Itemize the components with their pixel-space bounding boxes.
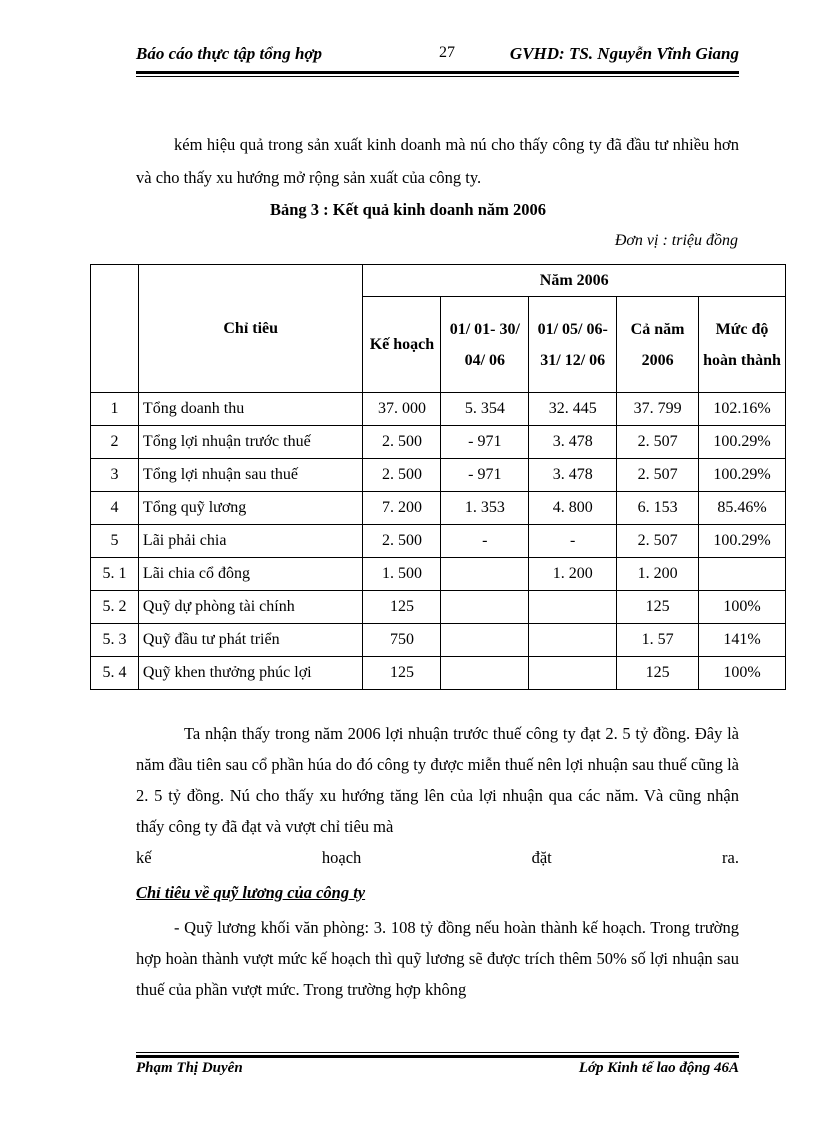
row-plan: 750	[363, 624, 441, 657]
row-completion: 85.46%	[699, 492, 786, 525]
row-full-year: 125	[617, 657, 699, 690]
table-row	[91, 426, 786, 459]
row-period-1	[441, 558, 529, 591]
section-subheading: Chỉ tiêu về quỹ lương của công ty	[136, 883, 366, 902]
row-plan: 125	[363, 657, 441, 690]
row-completion	[699, 558, 786, 591]
row-period-1: 5. 354	[441, 393, 529, 426]
page-number: 27	[439, 44, 455, 61]
row-period-2: 4. 800	[529, 492, 617, 525]
row-plan: 37. 000	[363, 393, 441, 426]
table-row	[91, 558, 786, 591]
header-supervisor: GVHD: TS. Nguyễn Vĩnh Giang	[509, 44, 739, 63]
row-completion: 100.29%	[699, 525, 786, 558]
row-full-year: 125	[617, 591, 699, 624]
header-report-title: Báo cáo thực tập tổng hợp	[136, 44, 323, 63]
header-full-year: Cả năm 2006	[617, 297, 699, 393]
row-period-2: 32. 445	[529, 393, 617, 426]
row-criteria: Tổng lợi nhuận sau thuế	[138, 459, 363, 492]
row-period-1: 1. 353	[441, 492, 529, 525]
analysis-text: Ta nhận thấy trong năm 2006 lợi nhuận trước thuế công ty đạt 2. 5 tỷ đồng. Đây là năm đầu tiên sau cổ phần húa do đó công ty được miễn thuế nên lợi nhuận sau thuế cũng là 2. 5 tỷ đồng. Nú cho thấy xu hướng tăng lên của lợi nhuận qua các năm. Và cũng nhận thấy công ty đã đạt và vượt chỉ tiêu mà	[136, 724, 739, 836]
row-period-2: -	[529, 525, 617, 558]
row-plan: 2. 500	[363, 525, 441, 558]
header-completion: Mức độ hoàn thành	[699, 297, 786, 393]
row-number: 2	[91, 426, 139, 459]
row-number: 3	[91, 459, 139, 492]
row-criteria: Quỹ khen thưởng phúc lợi	[138, 657, 363, 690]
row-period-2	[529, 591, 617, 624]
analysis-paragraph	[136, 718, 739, 873]
row-plan: 2. 500	[363, 459, 441, 492]
row-period-2: 3. 478	[529, 459, 617, 492]
analysis-last-line	[136, 842, 739, 873]
row-number: 5	[91, 525, 139, 558]
table-row	[91, 393, 786, 426]
row-criteria: Tổng lợi nhuận trước thuế	[138, 426, 363, 459]
row-number: 5. 3	[91, 624, 139, 657]
header-rule-thick	[136, 71, 739, 74]
footer-class: Lớp Kinh tế lao động 46A	[578, 1060, 739, 1076]
footer-rule-thick	[136, 1055, 739, 1058]
row-full-year: 6. 153	[617, 492, 699, 525]
header-plan: Kế hoạch	[363, 297, 441, 393]
row-period-1	[441, 591, 529, 624]
row-completion: 141%	[699, 624, 786, 657]
row-completion: 100.29%	[699, 426, 786, 459]
row-full-year: 2. 507	[617, 426, 699, 459]
row-number: 5. 2	[91, 591, 139, 624]
table-row	[91, 624, 786, 657]
last-line-word: kế	[136, 848, 152, 867]
table-row	[91, 492, 786, 525]
row-completion: 100%	[699, 591, 786, 624]
last-line-word: ra.	[722, 848, 739, 867]
row-number: 5. 1	[91, 558, 139, 591]
row-period-1: - 971	[441, 426, 529, 459]
table-row	[91, 591, 786, 624]
row-criteria: Lãi chia cổ đông	[138, 558, 363, 591]
row-full-year: 37. 799	[617, 393, 699, 426]
row-period-2: 1. 200	[529, 558, 617, 591]
row-number: 5. 4	[91, 657, 139, 690]
row-number: 4	[91, 492, 139, 525]
row-completion: 100%	[699, 657, 786, 690]
header-year: Năm 2006	[363, 265, 786, 297]
row-period-1: - 971	[441, 459, 529, 492]
row-full-year: 1. 200	[617, 558, 699, 591]
row-period-2	[529, 657, 617, 690]
row-period-2	[529, 624, 617, 657]
footer-rule-thin	[136, 1052, 739, 1053]
row-criteria: Lãi phải chia	[138, 525, 363, 558]
row-period-1	[441, 624, 529, 657]
header-no	[91, 265, 139, 393]
last-line-word: hoạch	[321, 848, 362, 867]
table-row	[91, 459, 786, 492]
row-number: 1	[91, 393, 139, 426]
row-plan: 2. 500	[363, 426, 441, 459]
header-period-2: 01/ 05/ 06-31/ 12/ 06	[529, 297, 617, 393]
row-criteria: Tổng quỹ lương	[138, 492, 363, 525]
row-period-2: 3. 478	[529, 426, 617, 459]
page-header	[136, 44, 739, 70]
header-rule-thin	[136, 76, 739, 77]
table-row	[91, 657, 786, 690]
row-period-1	[441, 657, 529, 690]
business-results-table	[90, 264, 786, 690]
row-criteria: Quỹ dự phòng tài chính	[138, 591, 363, 624]
row-full-year: 2. 507	[617, 459, 699, 492]
footer-author: Phạm Thị Duyên	[136, 1060, 243, 1076]
intro-paragraph: kém hiệu quả trong sản xuất kinh doanh mà nú cho thấy công ty đã đầu tư nhiều hơn và cho thấy xu hướng mở rộng sản xuất của công ty.	[136, 135, 739, 187]
table-header-row	[91, 265, 786, 297]
row-criteria: Tổng doanh thu	[138, 393, 363, 426]
row-full-year: 1. 57	[617, 624, 699, 657]
unit-note: Đơn vị : triệu đồng	[614, 232, 738, 249]
row-plan: 1. 500	[363, 558, 441, 591]
row-plan: 125	[363, 591, 441, 624]
header-period-1: 01/ 01- 30/ 04/ 06	[441, 297, 529, 393]
table-caption: Bảng 3 : Kết quả kinh doanh năm 2006	[270, 200, 546, 219]
row-criteria: Quỹ đầu tư phát triển	[138, 624, 363, 657]
last-line-word: đặt	[531, 848, 552, 867]
salary-paragraph: - Quỹ lương khối văn phòng: 3. 108 tỷ đồng nếu hoàn thành kế hoạch. Trong trường hợp hoàn thành vượt mức kế hoạch thì quỹ lương sẽ được trích thêm 50% số lợi nhuận sau thuế của phần vượt mức. Trong trường hợp không	[136, 918, 739, 999]
row-completion: 102.16%	[699, 393, 786, 426]
header-criteria: Chỉ tiêu	[138, 265, 363, 393]
row-period-1: -	[441, 525, 529, 558]
table-row	[91, 525, 786, 558]
row-completion: 100.29%	[699, 459, 786, 492]
row-full-year: 2. 507	[617, 525, 699, 558]
row-plan: 7. 200	[363, 492, 441, 525]
